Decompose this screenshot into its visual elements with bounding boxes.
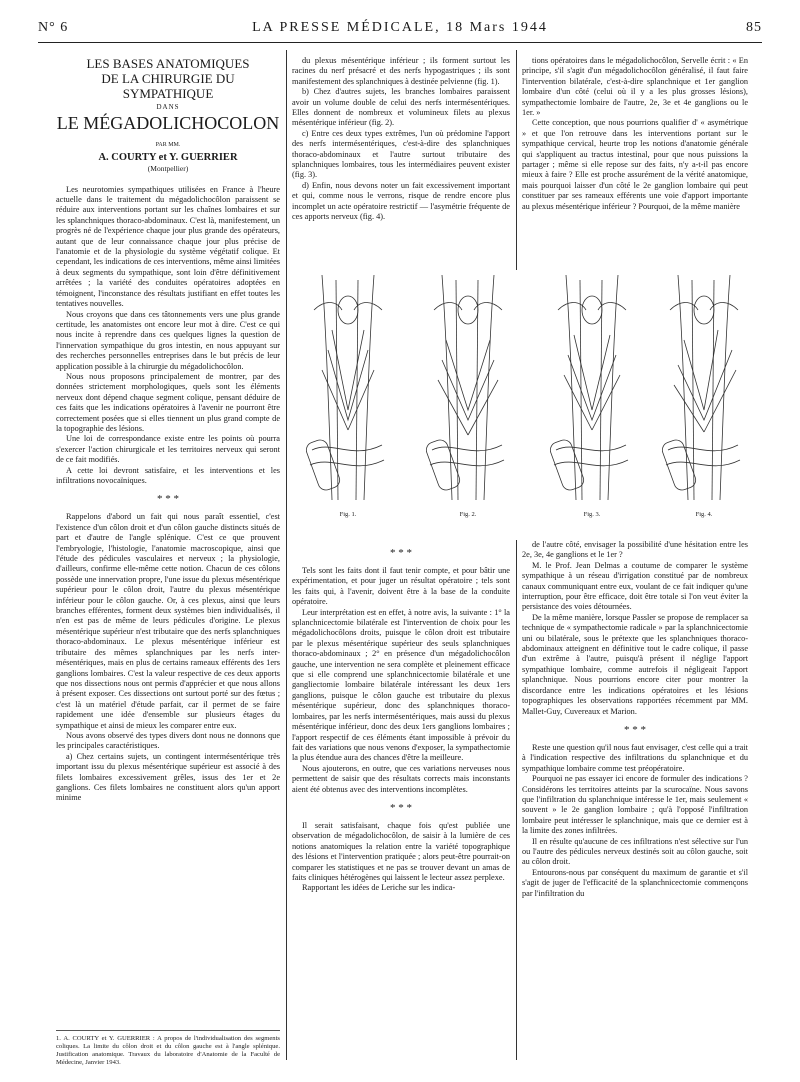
section-stars: * * * bbox=[390, 547, 412, 559]
issue-number: N° 6 bbox=[38, 20, 69, 35]
paragraph: tions opératoires dans le mégadolichocôlon, Servelle écrit : « En principe, s'il s'agit d'un mégadolichocôlon généralisé, il faut faire l'intervention bilatérale, c'est-à-dire splanchnique et 1er ganglion lombaire d'un côté (celui où il y a les plus grosses lésions), sympathectomie lombaire de l'autre, 2e, 3e et 4e ganglions ou le 1er. » bbox=[522, 56, 748, 118]
figure-label: Fig. 4. bbox=[695, 511, 713, 518]
paragraph: Il serait satisfaisant, chaque fois qu'est publiée une observation de mégadolichocôlon, de saisir à la lumière de ces notions anatomiques la relation entre la variété topographique des lésions et l'intervention pratiquée ; alors peut-être pourrait-on comparer les statistiques et ne pas se trouver devant un amas de faits cliniques hétérogènes qui laissent le lecteur assez perplexe. bbox=[292, 820, 510, 882]
page-number: 85 bbox=[746, 20, 762, 35]
journal-title: LA PRESSE MÉDICALE, 18 Mars 1944 bbox=[252, 20, 548, 35]
figure-label: Fig. 2. bbox=[459, 511, 477, 518]
column-2-bottom bbox=[292, 540, 510, 1062]
column-divider bbox=[516, 540, 517, 1060]
paragraph: Nous croyons que dans ces tâtonnements vers une plus grande certitude, les anatomistes ont encore leur mot à dire. C'est ce qui nous incite à reprendre dans ces quelques lignes la question de l'innervation sympathique du gros intestin, en nous appuyant sur des recherches personnelles entreprises dans le but précis de leur application possible à la chirurgie du mégadolichocôlon. bbox=[56, 309, 280, 371]
figure-3-drawing bbox=[536, 270, 648, 508]
section-stars: * * * bbox=[157, 493, 179, 506]
paragraph: De la même manière, lorsque Passler se propose de remplacer sa technique de « sympathectomie radicale » par la splanchnicectomie uni ou bilatérale, sous le prétexte que les splanchniques thoraco-abdominaux atteignent en définitive tout le cadre colique, il passe d'un extrême à l'autre, puisqu'à présent il néglige l'apport sympathique lombaire, comme autrefois il négligeait l'apport splanchnique. Nous pourrions encore citer pour montrer la discordance entre les indications opératoires et les lésions topographiques les observations rapportées récemment par MM. Mallet-Guy, Cuvereaux et Marion. bbox=[522, 612, 748, 716]
figure-2-drawing bbox=[412, 270, 524, 508]
article-affiliation: (Montpellier) bbox=[147, 164, 189, 174]
section-stars: * * * bbox=[390, 801, 412, 814]
paragraph: Nous ajouterons, en outre, que ces variations nerveuses nous permettent de saisir que des résultats corrects mais inconstants aient été obtenus avec des interventions incomplètes. bbox=[292, 763, 510, 794]
header-rule bbox=[38, 42, 762, 43]
paragraph: Entourons-nous par conséquent du maximum de garantie et s'il s'agit de juger de l'efficacité de la splanchnicectomie commençons par l'infiltration du bbox=[522, 867, 748, 898]
article-authors: A. COURTY et Y. GUERRIER bbox=[98, 151, 238, 163]
figure-4 bbox=[648, 270, 760, 518]
column-3-top bbox=[522, 56, 748, 266]
figure-label: Fig. 3. bbox=[583, 511, 601, 518]
footnote: 1. A. COURTY et Y. GUERRIER : A propos de l'individualisation des segments coliques. La limite du côlon droit et du côlon gauche est à l'angle splénique. Justification anatomique. Travaux du laboratoire d'Anatomie de la Faculté de Médecine, Janvier 1943. bbox=[56, 1030, 280, 1067]
paragraph: M. le Prof. Jean Delmas a coutume de comparer le système sympathique à un réseau d'irrigation constitué par de nombreux canaux communiquant entre eux, voulant de ce fait indiquer qu'une interruption, pour être efficace, doit être totale si l'on veut éviter la persistance des voies détournées. bbox=[522, 560, 748, 612]
paragraph: d) Enfin, nous devons noter un fait excessivement important et qui, comme nous le verrons, risque de rendre encore plus incomplet un acte opératoire restrictif — l'asymétrie fréquente de ces apports nerveux (fig. 4). bbox=[292, 180, 510, 222]
figure-2 bbox=[412, 270, 524, 518]
paragraph: Cette conception, que nous pourrions qualifier d' « asymétrique » et que l'on retrouve dans les interventions portant sur le sympathique cervical, heurte trop les notions d'anatomie générale qui s'appliquent au tractus intestinal, pour que nous puissions la partager ; même si elle repose sur des faits, n'y a-t-il pas encore mieux à faire ? Elle est proche assurément de la vérité anatomique, mais pourquoi laisser d'un côté le 2e ganglion lombaire qui peut constituer par ses rameaux efférents une voie d'apport importante au plexus mésentérique inférieur ? Pourquoi, de la même manière bbox=[522, 118, 748, 211]
paragraph: Tels sont les faits dont il faut tenir compte, et pour bâtir une expérimentation, et pour juger un résultat opératoire ; tels sont les faits qui, à l'avenir, doivent être à la base de la conduite opératoire. bbox=[292, 566, 510, 607]
paragraph: Il en résulte qu'aucune de ces infiltrations n'est sélective sur l'un ou l'autre des pédicules nerveux destinés soit au côlon gauche, soit au côlon droit. bbox=[522, 836, 748, 867]
paragraph: Leur interprétation est en effet, à notre avis, la suivante : 1° la splanchnicectomie bilatérale est l'intervention de choix pour les mégadolichocôlons droits, puisque le côlon droit est tributaire par le plexus mésentérique supérieur des seuls splanchniques thoraco-abdominaux ; 2° en présence d'un mégadolichocôlon gauche, une intervention ne sera complète et pleinement efficace que si elle comprend une splanchnicectomie bilatérale et une gangliectomie lombaire bilatérale intéressant les deux 1ers ganglions, puisque le côlon gauche est tributaire du plexus mésentérique supérieur, donc des splanchniques thoraco-lombaires, par les nerfs intermésentériques, mais aussi du plexus mésentérique inférieur, donc des deux 1ers ganglions lombaires ; l'apport respectif de ces éléments étant impossible à prévoir du fait des variations que nous venons d'exposer, la sympathectomie la plus étendue aura des chances d'être la meilleure. bbox=[292, 607, 510, 763]
paragraph: Nous avons observé des types divers dont nous ne donnons que les principales caractéristiques. bbox=[56, 730, 280, 751]
paragraph: Rappelons d'abord un fait qui nous paraît essentiel, c'est l'existence d'un côlon droit et d'un côlon gauche distincts situés de part et d'autre de l'angle splénique. C'est ce que prouvent l'embryologie, l'histologie, l'anatomie macroscopique, ainsi que l'étude des pédicules vasculaires et nerveux ; la physiologie, d'ailleurs, confirme elle-même cette notion. Chacun de ces côlons possède une innervation propre, l'une issue du plexus mésentérique supérieur pour le côlon droit, l'autre du plexus mésentérique inférieur pour le côlon gauche. Or, à ces plexus, ainsi que leurs branches efférentes, forment deux systèmes bien individualisés, il n'en est pas de même de leurs pédicules d'origine. Le plexus mésentérique supérieur n'est tributaire que des nerfs splanchniques thoraco-abdominaux. Le plexus mésentérique inférieur est tributaire des mêmes splanchniques par les nerfs inter-mésentériques, mais en plus de certains rameaux efférents des 1ers ganglions lombaires. C'est la valeur respective de ces deux apports que nos dissections nous ont permis d'apprécier et que nous allons à présent exposer. Ces dissections ont surtout porté sur des fœtus ; c'est là un matériel d'étude parfait, car il permet de se faire rapidement une idée d'ensemble sur plusieurs étages du sympathique et ainsi de mieux les comparer entre eux. bbox=[56, 512, 280, 730]
paragraph: a) Chez certains sujets, un contingent intermésentérique très important issu du plexus mésentérique supérieur est associé à des filets lombaires excessivement grêles, issus des 1er et 2e ganglions. Ces filets lombaires ne constituent alors qu'un apport minime bbox=[56, 751, 280, 803]
section-stars: * * * bbox=[624, 723, 646, 736]
figure-3 bbox=[536, 270, 648, 518]
column-2-top bbox=[292, 56, 510, 266]
paragraph: de l'autre côté, envisager la possibilité d'une hésitation entre les 2e, 3e, 4e ganglions et le 1er ? bbox=[522, 540, 748, 560]
article-title-line: DE LA CHIRURGIE DU SYMPATHIQUE bbox=[101, 71, 235, 101]
figure-1 bbox=[292, 270, 404, 518]
article-title-main: LE MÉGADOLICHOCOLON bbox=[56, 113, 280, 134]
paragraph: Nous nous proposons principalement de montrer, par des données strictement morphologiques, quels sont les éléments nerveux dont dépend chaque segment colique, pensant déduire de ces faits que les indications opératoires à l'avenir ne pourront être correctement posées que si elles tiennent un plus grand compte de la topographie des lésions. bbox=[56, 371, 280, 433]
figure-label: Fig. 1. bbox=[339, 511, 357, 518]
column-3-bottom bbox=[522, 540, 748, 1062]
article-title-block bbox=[56, 56, 280, 175]
article-title-line: LES BASES ANATOMIQUES bbox=[86, 56, 250, 71]
article-title-line: DANS bbox=[156, 103, 180, 111]
paragraph: b) Chez d'autres sujets, les branches lombaires paraissent avoir un volume double de celui des nerfs intermésentériques. Elles donnent de nombreux et volumineux filets au plexus mésentérique inférieur (fig. 2). bbox=[292, 87, 510, 128]
column-divider bbox=[286, 50, 287, 1060]
column-1 bbox=[56, 56, 280, 1022]
anatomical-figures bbox=[292, 270, 764, 535]
paragraph: Rapportant les idées de Leriche sur les indica- bbox=[302, 883, 456, 893]
paragraph: Pourquoi ne pas essayer ici encore de formuler des indications ? Considérons les territoires atteints par la scurocaïne. Nous savons que l'infiltration du splanchnique intéresse le 1er, mais seulement « souvent » le 2e ganglion lombaire ; qu'à l'opposé l'infiltration lombaire peut intéresser le splanchnique, mais que ce dernier est à la limite des zones infiltrées. bbox=[522, 774, 748, 836]
paragraph: Une loi de correspondance existe entre les points où pourra s'exercer l'action chirurgicale et les territoires nerveux qui seront de ce fait modifiés. bbox=[56, 434, 280, 465]
paragraph: Les neurotomies sympathiques utilisées en France à l'heure actuelle dans le traitement du mégadolichocôlon paraissent se réduire aux interventions portant sur les chaînes lombaires et sur les splanchniques thoraco-abdominaux. C'est là, manifestement, un progrès né de l'expérience chaque jour plus grande des opérateurs, autant que de leur connaissance chaque jour plus précise de l'anatomie et de la physiologie du système végétatif colique. Et cependant, les indications de ces interventions, même ainsi limitées à deux segments du sympathique, sont loin d'être définitivement arrêtées ; la variété des conduites opératoires adoptées en témoignent, l'inconstance des résultats justifiant en effet toutes les tentatives nouvelles. bbox=[56, 184, 280, 309]
paragraph: du plexus mésentérique inférieur ; ils forment surtout les racines du nerf présacré et des nerfs hypogastriques ; ils sont manifestement des splanchniques à destinée pelvienne (fig. 1). bbox=[292, 56, 510, 86]
paragraph: Reste une question qu'il nous faut envisager, c'est celle qui a trait à l'indication respective des infiltrations du splanchnique et du sympathique lombaire comme test préopératoire. bbox=[522, 742, 748, 773]
page-header bbox=[38, 20, 762, 44]
figure-1-drawing bbox=[292, 270, 404, 508]
paragraph: A cette loi devront satisfaire, et les interventions et les infiltrations novocaïniques. bbox=[56, 465, 280, 485]
column-divider bbox=[516, 50, 517, 270]
paragraph: c) Entre ces deux types extrêmes, l'un où prédomine l'apport des nerfs intermésentériques, c'est-à-dire des splanchniques thoraco-abdominaux et l'autre surtout tributaire des splanchniques lombaires, tous les intermédiaires peuvent exister (fig. 3). bbox=[292, 128, 510, 180]
figure-4-drawing bbox=[648, 270, 760, 508]
article-par: PAR MM. bbox=[155, 142, 181, 149]
